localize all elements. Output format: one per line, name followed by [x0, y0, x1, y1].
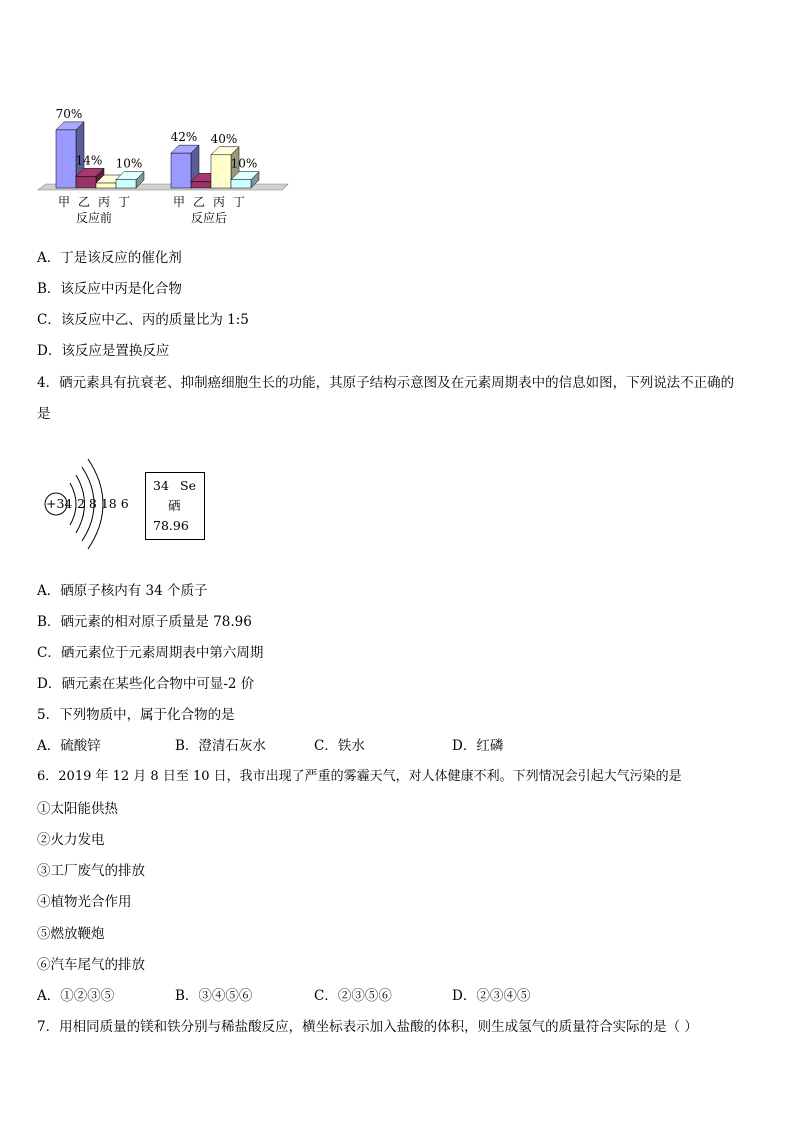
q6-item-3: ③工厂废气的排放: [37, 863, 145, 879]
q6-option-b: B．③④⑤⑥: [175, 988, 253, 1004]
electron-shell-counts: 2 8 18 6: [77, 496, 129, 511]
q4-stem-line1: 4．硒元素具有抗衰老、抑制癌细胞生长的功能，其原子结构示意图及在元素周期表中的信息如图，下列说法不正确的: [37, 375, 735, 391]
category-label: 甲: [172, 195, 186, 209]
q5-option-a: A．硫酸锌: [37, 738, 101, 754]
q4-stem-line2: 是: [37, 406, 51, 422]
q4-option-d: D．硒元素在某些化合物中可显-2 价: [37, 676, 255, 692]
bar-反应前-丁: [116, 180, 136, 188]
q6-item-5: ⑤燃放鞭炮: [37, 926, 105, 942]
value-label: 42%: [170, 130, 198, 145]
bar-反应前-乙: [76, 176, 96, 188]
value-label: 40%: [210, 131, 238, 146]
nucleus-charge: +34: [46, 496, 73, 511]
category-label: 乙: [192, 195, 206, 209]
bar-反应前-甲: [56, 130, 76, 188]
q4-option-c: C．硒元素位于元素周期表中第六周期: [37, 645, 264, 661]
q4-option-b: B．硒元素的相对原子质量是 78.96: [37, 614, 252, 630]
group-label: 反应后: [190, 211, 228, 225]
q6-option-d: D．②③④⑤: [452, 988, 531, 1004]
group-label: 反应前: [75, 211, 113, 225]
element-name: 硒: [168, 498, 181, 513]
q3-option-a: A．丁是该反应的催化剂: [37, 250, 182, 266]
q6-option-a: A．①②③⑤: [37, 988, 115, 1004]
q6-stem: 6．2019 年 12 月 8 日至 10 日，我市出现了严重的雾霾天气，对人体健康不利。下列情况会引起大气污染的是: [37, 769, 682, 784]
bar-反应后-乙: [191, 181, 211, 188]
bar-反应前-丙: [96, 183, 116, 188]
q5-option-d: D．红磷: [452, 738, 504, 754]
value-label: 14%: [75, 153, 103, 168]
category-label: 乙: [77, 195, 91, 209]
q6-item-4: ④植物光合作用: [37, 894, 132, 910]
q7-stem: 7．用相同质量的镁和铁分别与稀盐酸反应，横坐标表示加入盐酸的体积，则生成氢气的质量符合实际的是（ ）: [37, 1019, 698, 1035]
selenium-atom-structure-diagram: [38, 455, 138, 555]
bar-反应后-甲: [171, 153, 191, 188]
q3-option-b: B．该反应中丙是化合物: [37, 281, 182, 297]
atomic-mass: 78.96: [153, 518, 189, 533]
q5-option-b: B．澄清石灰水: [175, 738, 266, 754]
value-label: 70%: [55, 106, 83, 121]
q4-option-a: A．硒原子核内有 34 个质子: [37, 583, 208, 599]
element-symbol: Se: [180, 478, 196, 493]
category-label: 甲: [57, 195, 71, 209]
category-label: 丙: [97, 195, 111, 209]
q3-option-c: C．该反应中乙、丙的质量比为 1:5: [37, 312, 249, 328]
q5-option-c: C．铁水: [314, 738, 365, 754]
q3-option-d: D．该反应是置换反应: [37, 343, 170, 359]
q6-item-6: ⑥汽车尾气的排放: [37, 957, 145, 973]
q5-stem: 5．下列物质中，属于化合物的是: [37, 707, 235, 723]
q6-option-c: C．②③⑤⑥: [314, 988, 392, 1004]
category-label: 丁: [232, 195, 246, 209]
category-label: 丙: [212, 195, 226, 209]
periodic-table-cell: [145, 472, 205, 540]
bar-反应后-丁: [231, 180, 251, 188]
mass-fraction-bar-chart: [30, 88, 300, 233]
q6-item-2: ②火力发电: [37, 832, 105, 848]
bar-反应后-丙: [211, 155, 231, 188]
value-label: 10%: [115, 156, 143, 171]
value-label: 10%: [230, 156, 258, 171]
category-label: 丁: [117, 195, 131, 209]
q6-item-1: ①太阳能供热: [37, 801, 118, 817]
atomic-number: 34: [153, 478, 169, 493]
